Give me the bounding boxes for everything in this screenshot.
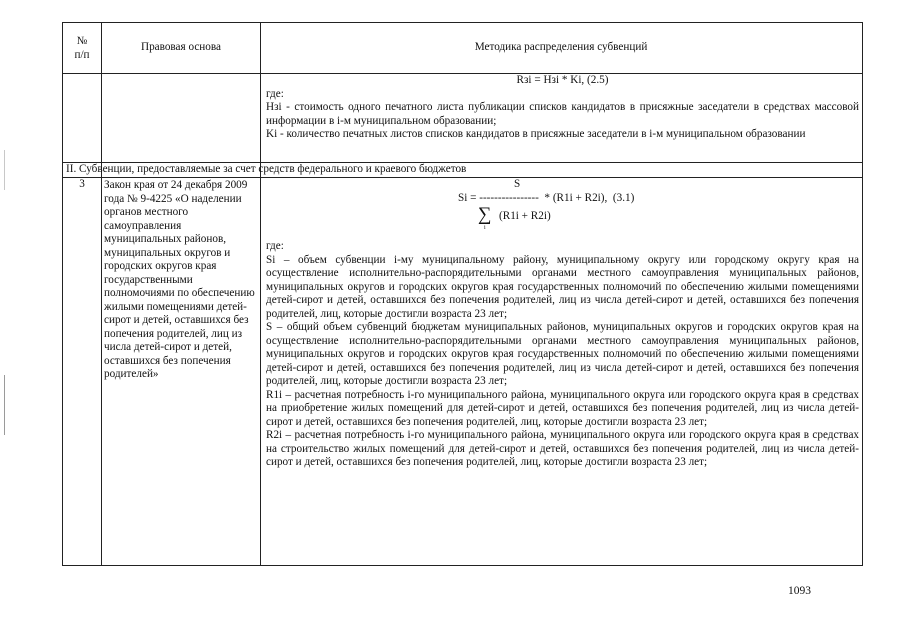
- formula-denominator: (R1i + R2i): [499, 210, 551, 222]
- column-divider: [260, 23, 261, 565]
- definition-paragraph: S – общий объем субвенций бюджетам муниципальных районов, муниципальных округов и городских округов края на осуществление исполнительно-распорядительными органами местного самоуправления муниципальных районов, муниципальных округов и городских округов края государственных полномочий по обеспечению жилыми помещениями детей-сирот и детей, оставшихся без попечения родителей, лиц из числа детей-сирот и детей, оставшихся без попечения родителей, лиц, которые достигли возраста 23 лет;: [266, 321, 859, 387]
- formula-numerator: S: [514, 178, 521, 190]
- definition-paragraph: Ki - количество печатных листов списков кандидатов в присяжные заседатели в i-м муниципальном образовании: [266, 128, 806, 140]
- formula-line: Si = ---------------- * (R1i + R2i), (3.1): [458, 192, 635, 204]
- where-label: где:: [266, 87, 284, 100]
- continued-methodology-cell: [266, 74, 859, 142]
- column-divider: [101, 23, 102, 565]
- sum-index: i: [484, 225, 486, 231]
- header-number: № п/п: [74, 35, 90, 61]
- definition-paragraph: Hзi - стоимость одного печатного листа публикации списков кандидатов в присяжные заседатели в средствах массовой информации в i-м муниципальном образовании;: [266, 101, 859, 127]
- section-title: II. Субвенции, предоставляемые за счет средств федерального и краевого бюджетов: [66, 163, 467, 175]
- header-legal-basis: Правовая основа: [140, 41, 221, 54]
- formula-3-1: [266, 178, 859, 231]
- methodology-cell: [266, 178, 859, 470]
- row-number: 3: [79, 178, 85, 190]
- definition-paragraph: R2i – расчетная потребность i-го муниципального района, муниципального округа или городского округа края в средствах на строительство жилых помещений для детей-сирот и детей, оставшихся без попечения родителей, лиц из числа детей-сирот и детей, оставшихся без попечения родителей, лиц, которые достигли возраста 23 лет;: [266, 429, 859, 468]
- header-methodology: Методика распределения субвенций: [474, 41, 648, 54]
- legal-basis-text: Закон края от 24 декабря 2009 года № 9-4225 «О наделении органов местного самоуправления муниципальных районов, муниципальных округов и городских округов края государственными полномочиями по обеспечению жилыми помещениями детей-сирот и детей, оставшихся без попечения родителей, лиц из числа детей-сирот и детей, оставшихся без попечения родителей»: [104, 179, 255, 380]
- subvention-table: [62, 22, 863, 566]
- scan-edge-mark: [4, 375, 5, 435]
- where-label: где:: [266, 240, 284, 252]
- definition-paragraph: Si – объем субвенции i-му муниципальному району, муниципальному округу или городскому округу края на осуществление исполнительно-распорядительными органами местного самоуправления муниципальных районов, муниципальных округов и городских округов края государственных полномочий по обеспечению жилыми помещениями детей-сирот и детей, оставшихся без попечения родителей, лиц из числа детей-сирот и детей, оставшихся без попечения родителей, лиц, которые достигли возраста 23 лет;: [266, 253, 859, 320]
- scan-edge-mark: [4, 150, 5, 190]
- sum-sign: ∑: [478, 204, 492, 225]
- page-number: 1093: [788, 585, 811, 597]
- definition-paragraph: R1i – расчетная потребность i-го муниципального района, муниципального округа или городского округа края в средствах на приобретение жилых помещений для детей-сирот и детей, оставшихся без попечения родителей, лиц из числа детей-сирот и детей, оставшихся без попечения родителей, лиц, которые достигли возраста 23 лет;: [266, 388, 859, 428]
- formula-2-5: Rзi = Hзi * Ki, (2.5): [516, 74, 609, 86]
